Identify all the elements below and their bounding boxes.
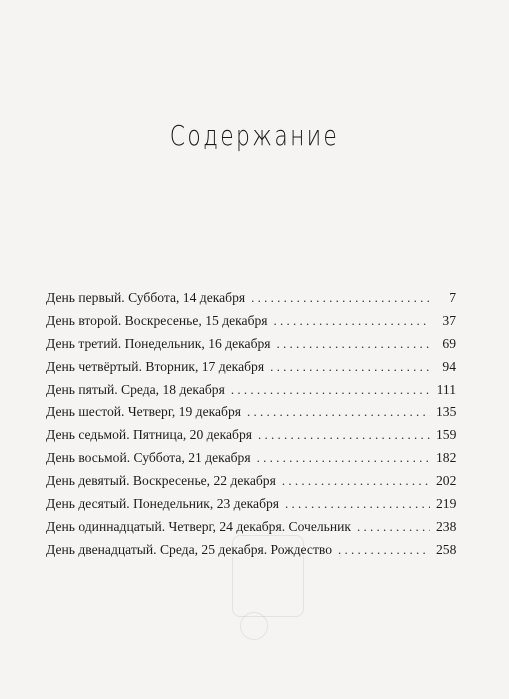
toc-dot-leader	[285, 493, 430, 516]
toc-entry-page: 182	[436, 450, 457, 466]
toc-entry-title: День шестой. Четверг, 19 декабря	[46, 404, 242, 420]
toc-entry-page: 111	[436, 381, 456, 397]
toc-entry-page: 135	[436, 404, 457, 420]
toc-entry[interactable]	[46, 424, 456, 447]
toc-dot-leader	[231, 379, 430, 402]
toc-entry[interactable]	[46, 470, 456, 493]
toc-entry-title: День первый. Суббота, 14 декабря	[46, 290, 246, 305]
toc-dot-leader	[338, 539, 430, 562]
toc-entry-page: 7	[449, 290, 456, 305]
toc-entry-title: День десятый. Понедельник, 23 декабря	[46, 496, 280, 512]
toc-dot-leader	[274, 310, 430, 333]
toc-entry-title: День восьмой. Суббота, 21 декабря	[46, 450, 251, 466]
toc-entry-page: 258	[436, 541, 457, 557]
toc-entry-title: День седьмой. Пятница, 20 декабря	[46, 427, 252, 443]
toc-entry-page: 159	[436, 427, 457, 443]
toc-entry[interactable]	[46, 401, 456, 424]
toc-entry-title: День одиннадцатый. Четверг, 24 декабря. Сочельник	[46, 518, 352, 534]
toc-entry-title: День второй. Воскресенье, 15 декабря	[46, 312, 268, 328]
toc-entry[interactable]	[46, 287, 456, 310]
toc-dot-leader	[270, 356, 430, 379]
toc-dot-leader	[357, 516, 430, 539]
toc-entry[interactable]	[46, 539, 456, 562]
toc-dot-leader	[251, 287, 430, 310]
toc-dot-leader	[257, 447, 430, 470]
toc-entry[interactable]	[46, 493, 456, 516]
toc-entry-page: 94	[442, 358, 456, 374]
toc-entry[interactable]	[46, 516, 456, 539]
toc-dot-leader	[282, 470, 430, 493]
toc-entry-page: 219	[436, 496, 457, 512]
bleed-through-circle	[240, 612, 268, 640]
toc-entry-page: 69	[442, 335, 456, 351]
toc-dot-leader	[247, 401, 430, 424]
toc-entry-title: День пятый. Среда, 18 декабря	[46, 381, 225, 397]
toc-entry[interactable]	[46, 333, 456, 356]
toc-entry-title: День третий. Понедельник, 16 декабря	[46, 335, 271, 351]
toc-entry[interactable]	[46, 310, 456, 333]
toc-entry[interactable]	[46, 447, 456, 470]
toc-dot-leader	[277, 333, 430, 356]
toc-entry[interactable]	[46, 379, 456, 402]
toc-entry-title: День четвёртый. Вторник, 17 декабря	[46, 358, 265, 374]
toc-dot-leader	[258, 424, 430, 447]
toc-entry-title: День девятый. Воскресенье, 22 декабря	[46, 473, 276, 489]
page-title: Содержание	[169, 118, 340, 152]
toc-entry-title: День двенадцатый. Среда, 25 декабря. Рождество	[46, 541, 333, 557]
table-of-contents	[46, 287, 456, 562]
toc-entry[interactable]	[46, 356, 456, 379]
toc-entry-page: 37	[442, 312, 456, 328]
toc-entry-page: 238	[436, 518, 457, 534]
toc-entry-page: 202	[436, 473, 457, 489]
